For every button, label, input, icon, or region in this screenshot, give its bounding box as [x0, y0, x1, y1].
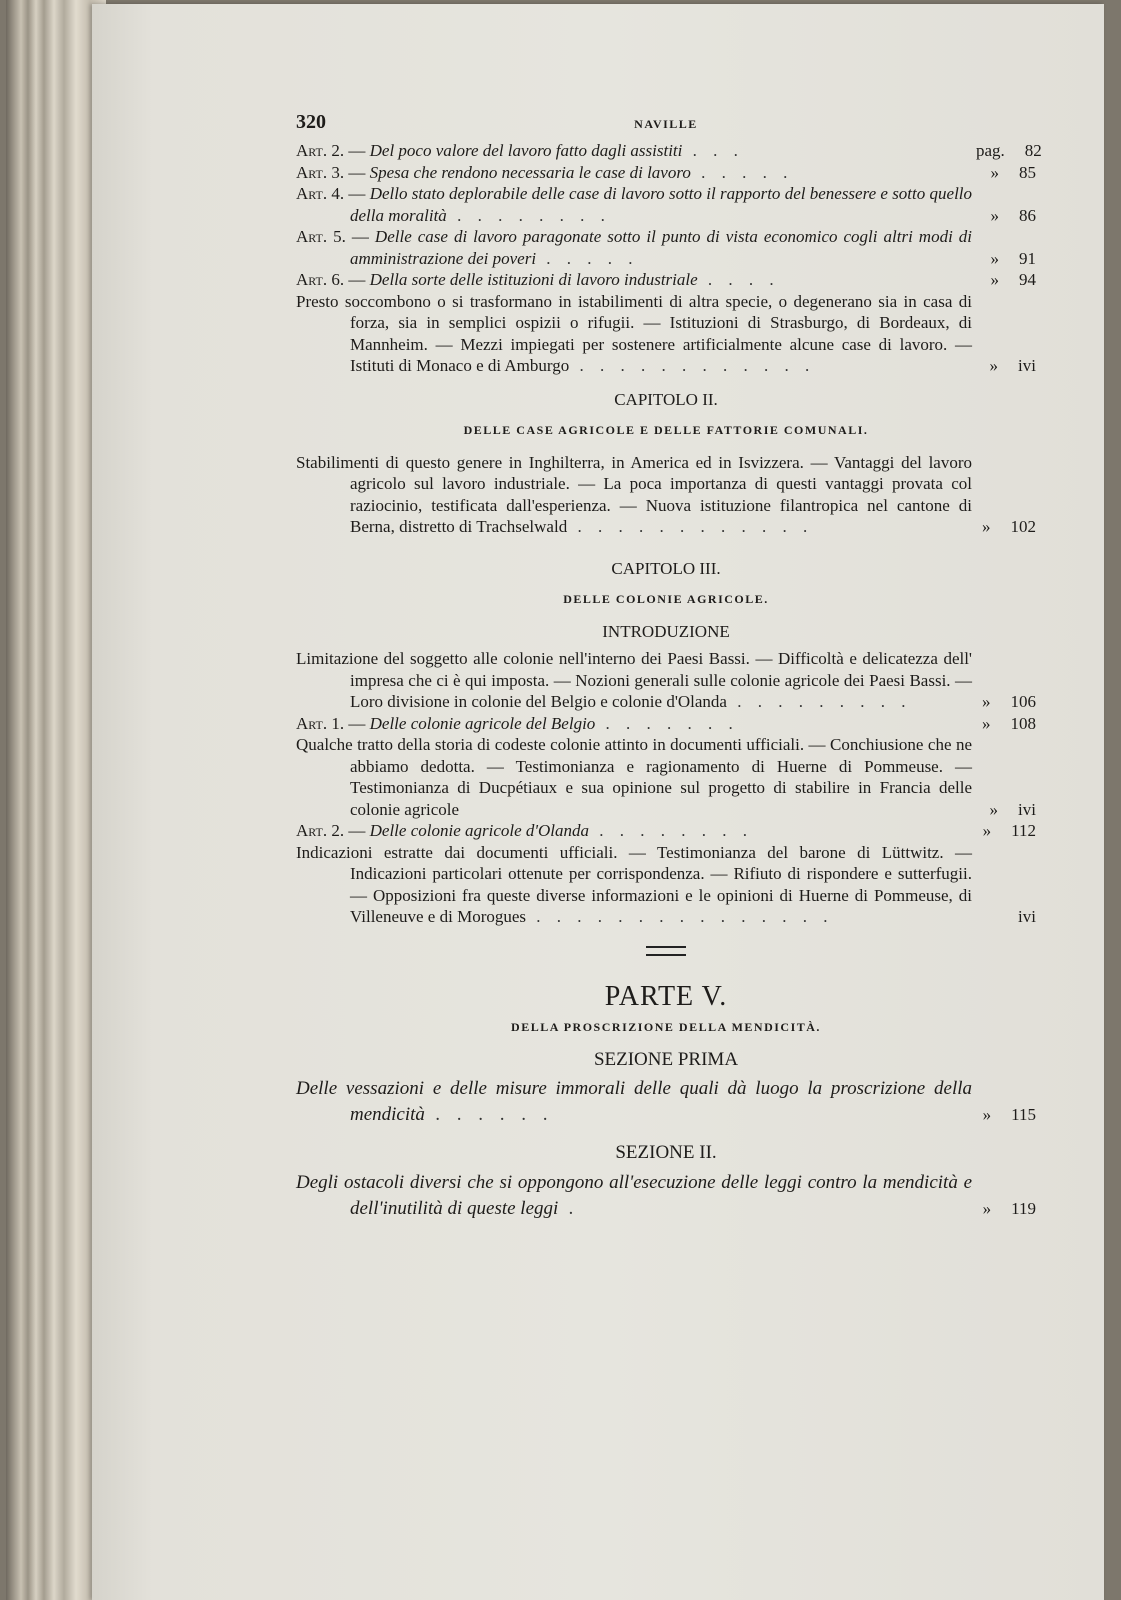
paragraph-text: Presto soccombono o si trasformano in istabilimenti di altra specie, o degenerano sia in casa di forza, sia in semplici ospizii o rifugii. — Istituzioni di Strasburgo, di Bordeaux, di Mannheim. — Mezzi impiegati per sostenere artificialmente alcune case di lavoro. — Istituti di Monaco e di Amburgo — [296, 291, 972, 375]
entry-label: Art. 1. — [296, 713, 345, 733]
entry-title: Dello stato deplorabile delle case di lavoro sotto il rapporto del benessere e sotto quello della moralità — [350, 184, 973, 225]
chapter-title: CAPITOLO II. — [614, 389, 718, 409]
entry-title: Delle colonie agricole d'Olanda — [369, 821, 590, 840]
chapter-subtitle: DELLE CASE AGRICOLE E DELLE FATTORIE COMUNALI. — [463, 423, 869, 437]
entry-page: » 85 — [990, 162, 1036, 182]
double-rule-divider — [646, 946, 686, 956]
entry-label: Art. 5. — [296, 227, 346, 246]
entry-page: » ivi — [989, 799, 1036, 819]
paragraph-text: Stabilimenti di questo genere in Inghilterra, in America ed in Isvizzera. — Vantaggi del lavoro agricolo sul lavoro industriale. — La poca importanza di questi vantaggi provata col raziocinio, testificata dall'esperienza. — Nuova istituzione filantropica nel cantone di Berna, distretto di Trachselwald — [296, 452, 972, 536]
section-title: SEZIONE PRIMA — [593, 1048, 739, 1070]
paragraph-text: Limitazione del soggetto alle colonie nell'interno dei Paesi Bassi. — Difficoltà e delicatezza dell' impresa che ci è qui imposta. — Nozioni generali sulle colonie agricole dei Paesi Bassi. — Loro divisione in colonie del Belgio e colonie d'Olanda — [296, 649, 972, 711]
entry-page: » 94 — [990, 270, 1036, 289]
entry-page: » 91 — [990, 248, 1036, 268]
summary-paragraph: Presto soccombono o si trasformano in istabilimenti di altra specie, o degenerano sia in casa di forza, sia in semplici ospizii o rifugii. — Istituzioni di Strasburgo, di Bordeaux, di Mannheim. — Mezzi impiegati per sostenere artificialmente alcune case di lavoro. — Istituti di Monaco e di Amburgo . . . . . . . . . . . . » ivi — [296, 291, 1036, 375]
toc-entry: Art. 2. — Del poco valore del lavoro fatto dagli assistiti . . . pag. 82 — [296, 141, 1042, 160]
running-head: NAVILLE — [634, 117, 698, 131]
chapter-title: CAPITOLO III. — [611, 558, 721, 578]
section-entry: Delle vessazioni e delle misure immorali delle quali dà luogo la proscrizione della mendicità . . . . . . » 115 — [296, 1076, 1036, 1128]
entry-title: Della sorte delle istituzioni di lavoro industriale — [369, 270, 698, 289]
toc-entry: Art. 5. — Delle case di lavoro paragonate sotto il punto di vista economico cogli altri modi di amministrazione dei poveri . . . . . » 91 — [296, 227, 1036, 268]
summary-paragraph: Limitazione del soggetto alle colonie nell'interno dei Paesi Bassi. — Difficoltà e delicatezza dell' impresa che ci è qui imposta. — Nozioni generali sulle colonie agricole dei Paesi Bassi. — Loro divisione in colonie del Belgio e colonie d'Olanda . . . . . . . . . » 106 — [296, 649, 1036, 711]
toc-entry: Art. 1. — Delle colonie agricole del Belgio . . . . . . . » 108 — [296, 713, 1036, 733]
toc-entry: Art. 3. — Spesa che rendono necessaria le case di lavoro . . . . . » 85 — [296, 162, 1036, 182]
entry-page: » 102 — [982, 517, 1036, 536]
summary-paragraph: Indicazioni estratte dai documenti ufficiali. — Testimonianza del barone di Lüttwitz. — Indicazioni particolari ottenute per corrispondenza. — Rifiuto di rispondere e sutterfugii. — Opposizioni fra queste diverse informazioni e le opinioni di Huerne di Pommeuse, di Villeneuve e di Morogues . . . . . . . . . . . . . . . ivi — [296, 842, 1036, 926]
entry-label: Art. 6. — [296, 270, 345, 289]
entry-title: Del poco valore del lavoro fatto dagli assistiti — [369, 141, 683, 160]
section-text: Degli ostacoli diversi che si oppongono all'esecuzione delle leggi contro la mendicità e dell'inutilità di queste leggi — [296, 1171, 972, 1219]
chapter-subtitle: DELLE COLONIE AGRICOLE. — [563, 592, 769, 606]
section-heading: INTRODUZIONE — [602, 621, 730, 641]
entry-label: Art. 3. — [296, 162, 345, 182]
entry-page: » ivi — [989, 356, 1036, 375]
toc-entry: Art. 2. — Delle colonie agricole d'Olanda . . . . . . . . » 112 — [296, 821, 1036, 840]
section-entry: Degli ostacoli diversi che si oppongono all'esecuzione delle leggi contro la mendicità e dell'inutilità di queste leggi . » 119 — [296, 1170, 1036, 1222]
part-title: PARTE V. — [604, 980, 728, 1012]
page-number: 320 — [296, 111, 326, 133]
entry-page: » 86 — [990, 205, 1036, 225]
page-content — [296, 111, 1042, 1222]
summary-paragraph: Stabilimenti di questo genere in Inghilterra, in America ed in Isvizzera. — Vantaggi del lavoro agricolo sul lavoro industriale. — La poca importanza di questi vantaggi provata col raziocinio, testificata dall'esperienza. — Nuova istituzione filantropica nel cantone di Berna, distretto di Trachselwald . . . . . . . . . . . . » 102 — [296, 452, 1036, 536]
entry-page: » 115 — [982, 1105, 1036, 1124]
section-text: Delle vessazioni e delle misure immorali delle quali dà luogo la proscrizione della mendicità — [296, 1078, 972, 1125]
entry-page: ivi — [1018, 907, 1036, 926]
entry-page: » 108 — [982, 713, 1036, 733]
entry-label: Art. 2. — [296, 821, 345, 840]
entry-title: Delle case di lavoro paragonate sotto il punto di vista economico cogli altri modi di amministrazione dei poveri — [350, 227, 973, 268]
page-stack-edges — [6, 0, 106, 1600]
toc-entry: Art. 4. — Dello stato deplorabile delle case di lavoro sotto il rapporto del benessere e sotto quello della moralità . . . . . . . . » 86 — [296, 184, 1036, 225]
entry-label: Art. 2. — [296, 141, 345, 160]
summary-paragraph — [296, 734, 1036, 820]
page-header — [296, 111, 1036, 140]
book-page — [92, 4, 1104, 1600]
entry-page: » 112 — [982, 821, 1036, 840]
entry-page: pag. 82 — [976, 141, 1042, 160]
entry-title: Spesa che rendono necessaria le case di lavoro — [369, 162, 691, 182]
paragraph-text: Indicazioni estratte dai documenti ufficiali. — Testimonianza del barone di Lüttwitz. — Indicazioni particolari ottenute per corrispondenza. — Rifiuto di rispondere e sutterfugii. — Opposizioni fra queste diverse informazioni e le opinioni di Huerne di Pommeuse, di Villeneuve e di Morogues — [296, 842, 972, 926]
entry-page: » 106 — [982, 692, 1036, 711]
entry-label: Art. 4. — [296, 184, 345, 203]
entry-page: » 119 — [982, 1198, 1036, 1218]
paragraph-text: Qualche tratto della storia di codeste colonie attinto in documenti ufficiali. — Conchiusione che ne abbiamo dedotta. — Testimonianza e ragionamento di Huerne di Pommeuse. — Testimonianza di Ducpétiaux e sua opinione sul progetto di stabilire in Francia delle colonie agricole — [296, 735, 972, 819]
part-subtitle: DELLA PROSCRIZIONE DELLA MENDICITÀ. — [511, 1020, 821, 1034]
section-title: SEZIONE II. — [615, 1142, 717, 1163]
toc-entry: Art. 6. — Della sorte delle istituzioni di lavoro industriale . . . . » 94 — [296, 270, 1036, 289]
entry-title: Delle colonie agricole del Belgio — [369, 713, 596, 733]
